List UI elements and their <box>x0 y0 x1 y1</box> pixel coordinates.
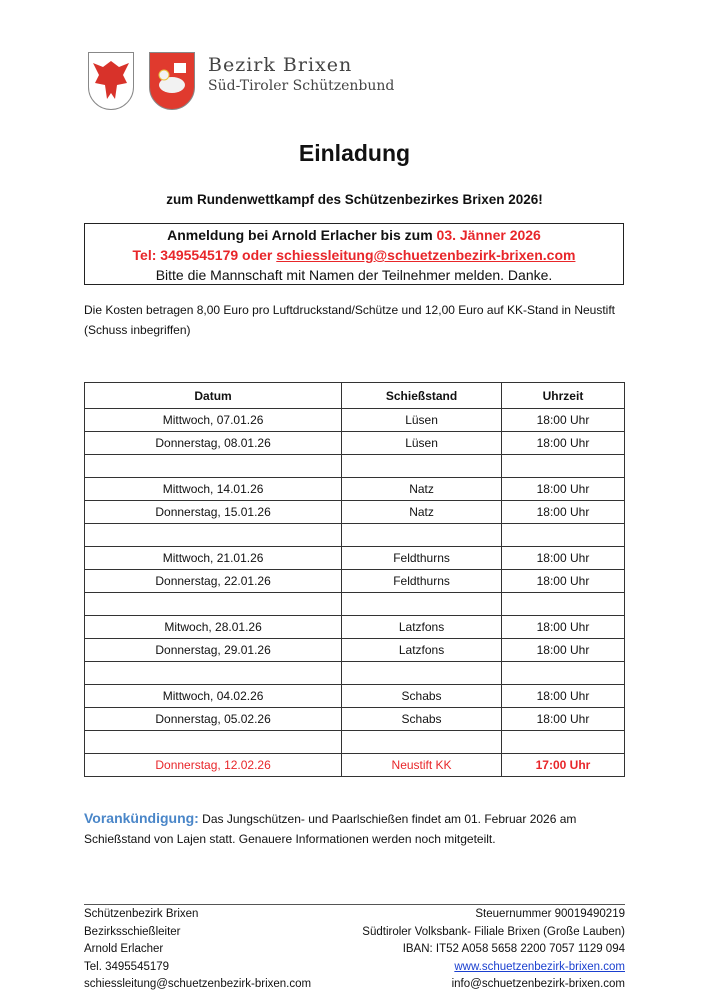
table-spacer-row <box>85 662 625 685</box>
range-cell: Latzfons <box>342 616 502 639</box>
time-cell: 18:00 Uhr <box>501 570 624 593</box>
table-row <box>85 570 625 593</box>
announcement-text: Das Jungschützen- und Paarlschießen findet am 01. Februar 2026 am Schießstand von Lajen statt. Genauere Informationen werden noch mitgeteilt. <box>84 812 577 846</box>
table-row <box>85 432 625 455</box>
range-cell: Feldthurns <box>342 570 502 593</box>
range-cell: Feldthurns <box>342 547 502 570</box>
range-cell <box>342 455 502 478</box>
date-cell: Donnerstag, 22.01.26 <box>85 570 342 593</box>
range-cell: Natz <box>342 501 502 524</box>
range-cell <box>342 524 502 547</box>
table-row <box>85 616 625 639</box>
date-cell: Mittwoch, 07.01.26 <box>85 409 342 432</box>
registration-email-link[interactable]: schiessleitung@schuetzenbezirk-brixen.com <box>276 247 576 263</box>
date-cell: Mittwoch, 04.02.26 <box>85 685 342 708</box>
range-cell: Schabs <box>342 685 502 708</box>
footer-org: Schützenbezirk Brixen <box>84 908 199 920</box>
footer-left <box>84 906 311 994</box>
table-spacer-row <box>85 524 625 547</box>
date-cell: Donnerstag, 08.01.26 <box>85 432 342 455</box>
table-spacer-row <box>85 731 625 754</box>
date-cell: Mitwoch, 28.01.26 <box>85 616 342 639</box>
registration-box <box>84 223 624 285</box>
time-cell: 18:00 Uhr <box>501 708 624 731</box>
table-header-row <box>85 383 625 409</box>
date-cell: Mittwoch, 21.01.26 <box>85 547 342 570</box>
footer-right <box>362 906 625 994</box>
time-cell <box>501 524 624 547</box>
page-title: Einladung <box>298 140 411 166</box>
date-cell: Mittwoch, 14.01.26 <box>85 478 342 501</box>
logo-title: Bezirk Brixen <box>208 54 353 76</box>
costs-text: Die Kosten betragen 8,00 Euro pro Luftdruckstand/Schütze und 12,00 Euro auf KK-Stand in Neustift (Schuss inbegriffen) <box>84 303 615 337</box>
announcement-label: Vorankündigung: <box>84 810 199 826</box>
lamb-coat-of-arms-icon <box>149 52 195 110</box>
table-spacer-row <box>85 593 625 616</box>
date-cell <box>85 731 342 754</box>
table-row <box>85 708 625 731</box>
footer-name: Arnold Erlacher <box>84 943 164 956</box>
footer-tax-number: Steuernummer 90019490219 <box>475 908 625 920</box>
range-cell: Latzfons <box>342 639 502 662</box>
date-cell: Donnerstag, 29.01.26 <box>85 639 342 662</box>
table-row <box>85 754 625 777</box>
table-row <box>85 409 625 432</box>
logo-subtitle: Süd-Tiroler Schützenbund <box>208 78 395 94</box>
date-cell <box>85 455 342 478</box>
registration-deadline: 03. Jänner 2026 <box>436 227 541 243</box>
footer-email: schiessleitung@schuetzenbezirk-brixen.com <box>84 978 312 991</box>
column-header: Uhrzeit <box>501 383 624 409</box>
range-cell: Natz <box>342 478 502 501</box>
registration-line-2 <box>85 245 623 265</box>
time-cell: 18:00 Uhr <box>501 547 624 570</box>
page-subtitle: zum Rundenwettkampf des Schützenbezirkes Brixen 2026! <box>166 192 543 207</box>
range-cell: Neustift KK <box>342 754 502 777</box>
date-cell <box>85 662 342 685</box>
range-cell <box>342 662 502 685</box>
time-cell <box>501 593 624 616</box>
date-cell <box>85 593 342 616</box>
announcement <box>84 808 644 849</box>
time-cell: 18:00 Uhr <box>501 432 624 455</box>
registration-phone: Tel: 3495545179 oder <box>132 247 277 263</box>
time-cell <box>501 731 624 754</box>
table-row <box>85 501 625 524</box>
time-cell <box>501 455 624 478</box>
range-cell: Schabs <box>342 708 502 731</box>
range-cell: Lüsen <box>342 432 502 455</box>
footer-iban: IBAN: IT52 A058 5658 2200 7057 1129 094 <box>402 943 625 956</box>
time-cell: 18:00 Uhr <box>501 639 624 662</box>
date-cell <box>85 524 342 547</box>
column-header: Datum <box>85 383 342 409</box>
footer-info-email: info@schuetzenbezirk-brixen.com <box>451 978 625 991</box>
column-header: Schießstand <box>342 383 502 409</box>
registration-line-1 <box>85 225 623 245</box>
range-cell <box>342 731 502 754</box>
date-cell: Donnerstag, 15.01.26 <box>85 501 342 524</box>
footer-divider <box>84 904 625 905</box>
footer-phone: Tel. 3495545179 <box>84 960 170 973</box>
schedule-table <box>84 382 625 777</box>
footer-website-link[interactable]: www.schuetzenbezirk-brixen.com <box>454 960 625 973</box>
range-cell <box>342 593 502 616</box>
table-row <box>85 478 625 501</box>
footer-bank: Südtiroler Volksbank- Filiale Brixen (Große Lauben) <box>362 925 625 938</box>
table-spacer-row <box>85 455 625 478</box>
registration-line-3: Bitte die Mannschaft mit Namen der Teilnehmer melden. Danke. <box>155 267 553 283</box>
time-cell <box>501 662 624 685</box>
table-row <box>85 685 625 708</box>
table-row <box>85 547 625 570</box>
time-cell: 18:00 Uhr <box>501 478 624 501</box>
footer-role: Bezirksschießleiter <box>84 925 181 938</box>
time-cell: 18:00 Uhr <box>501 501 624 524</box>
date-cell: Donnerstag, 05.02.26 <box>85 708 342 731</box>
time-cell: 18:00 Uhr <box>501 616 624 639</box>
time-cell: 18:00 Uhr <box>501 409 624 432</box>
range-cell: Lüsen <box>342 409 502 432</box>
registration-text: Anmeldung bei Arnold Erlacher bis zum <box>167 227 437 243</box>
time-cell: 18:00 Uhr <box>501 685 624 708</box>
time-cell: 17:00 Uhr <box>501 754 624 777</box>
table-row <box>85 639 625 662</box>
eagle-coat-of-arms-icon <box>88 52 134 110</box>
date-cell: Donnerstag, 12.02.26 <box>85 754 342 777</box>
